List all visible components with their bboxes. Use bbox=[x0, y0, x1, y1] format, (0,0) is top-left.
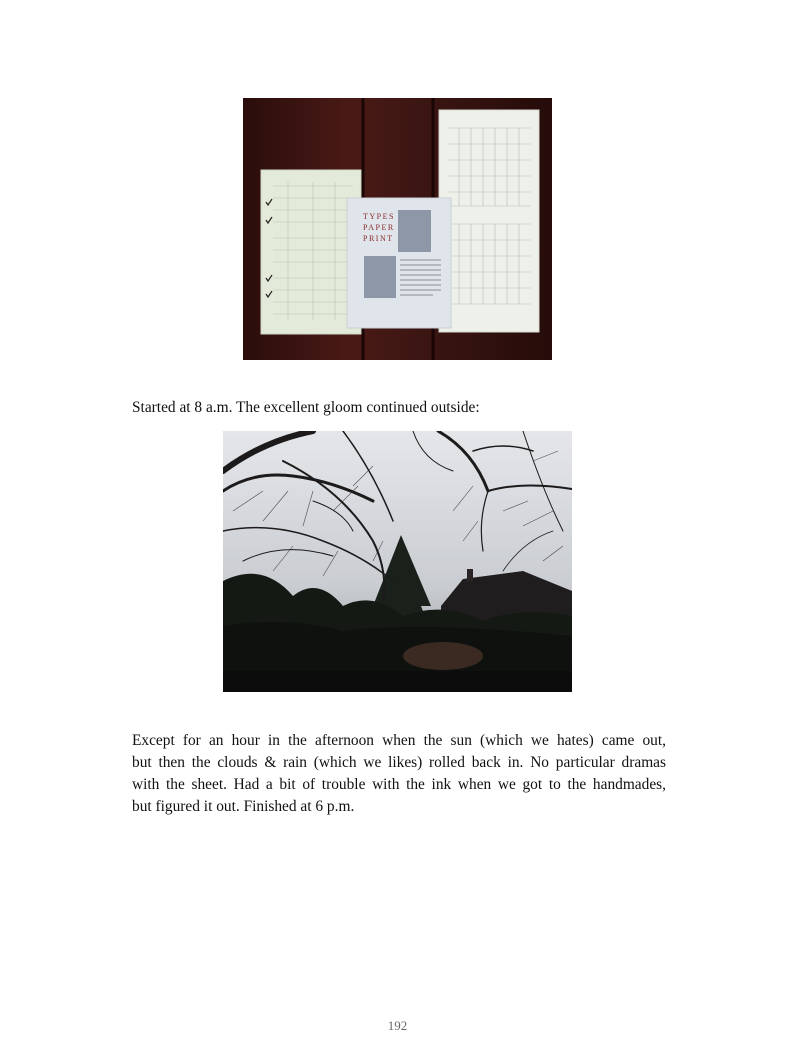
photo-gloomy-garden bbox=[223, 431, 572, 692]
body-line: with the sheet. Had a bit of trouble with the ink when we got to the handmades, bbox=[132, 776, 666, 793]
poster-types-paper-print bbox=[347, 198, 451, 328]
caption-intro: Started at 8 a.m. The excellent gloom continued outside: bbox=[132, 399, 480, 416]
sheet-checklist bbox=[261, 170, 361, 334]
body-paragraph bbox=[132, 730, 666, 818]
page-number: 192 bbox=[387, 1018, 408, 1033]
poster-word-2: PAPER bbox=[363, 223, 395, 232]
sheet-calendar bbox=[439, 110, 539, 332]
body-line: but then the clouds & rain (which we likes) rolled back in. No particular dramas bbox=[132, 754, 666, 771]
poster-word-3: PRINT bbox=[363, 234, 394, 243]
photo-pinned-sheets bbox=[243, 98, 552, 360]
body-line: Except for an hour in the afternoon when the sun (which we hates) came out, bbox=[132, 732, 666, 749]
poster-word-1: TYPES bbox=[363, 212, 395, 221]
body-line: but figured it out. Finished at 6 p.m. bbox=[132, 798, 355, 815]
